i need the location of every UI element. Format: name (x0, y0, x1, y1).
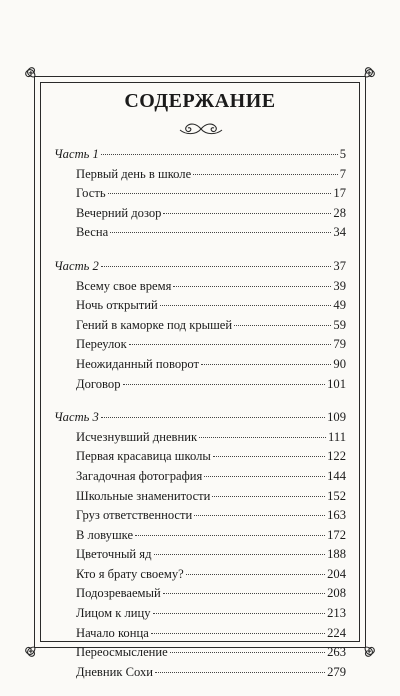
toc-part-entry[interactable] (54, 257, 346, 277)
page-number: 90 (333, 356, 346, 371)
chapter-title: Школьные знаменитости (76, 488, 211, 503)
chapter-title: Вечерний дозор (76, 205, 162, 220)
chapter-title: Первая красавица школы (76, 449, 211, 464)
dot-leader (199, 437, 326, 438)
dot-leader (154, 554, 326, 555)
toc-chapter-entry[interactable] (54, 223, 346, 243)
toc-chapter-entry[interactable] (54, 584, 346, 604)
page-number: 101 (327, 376, 346, 391)
toc-chapter-entry[interactable] (54, 545, 346, 565)
dot-leader (108, 193, 332, 194)
toc-chapter-entry[interactable] (54, 624, 346, 644)
page-number: 152 (327, 488, 346, 503)
chapter-title: Ночь открытий (76, 298, 158, 313)
chapter-title: Лицом к лицу (76, 606, 151, 621)
chapter-title: Всему свое время (76, 278, 172, 293)
page-number: 39 (333, 278, 346, 293)
page-number: 109 (327, 410, 346, 425)
toc-chapter-entry[interactable] (54, 316, 346, 336)
page-number: 49 (333, 298, 346, 313)
dot-leader (153, 613, 326, 614)
chapter-title: Переулок (76, 337, 127, 352)
dot-leader (170, 652, 325, 653)
page-number: 7 (339, 166, 346, 181)
chapter-title: Первый день в школе (76, 166, 192, 181)
dot-leader (160, 305, 332, 306)
toc-chapter-entry[interactable] (54, 335, 346, 355)
chapter-title: Цветочный яд (76, 547, 152, 562)
dot-leader (193, 174, 338, 175)
page-number: 144 (327, 468, 346, 483)
toc-chapter-entry[interactable] (54, 184, 346, 204)
page-title: СОДЕРЖАНИЕ (124, 90, 276, 112)
flourish-ornament-icon (178, 121, 224, 137)
chapter-title: Неожиданный поворот (76, 356, 200, 371)
toc-part-2 (54, 257, 346, 394)
corner-ornament-icon (24, 66, 46, 88)
dot-leader (212, 496, 325, 497)
corner-ornament-icon (354, 636, 376, 658)
page-number: 263 (327, 645, 346, 660)
dot-leader (101, 154, 338, 155)
page-number: 204 (327, 566, 346, 581)
part-title: Часть 3 (54, 410, 99, 425)
page-number: 111 (328, 429, 346, 444)
page-number: 224 (327, 625, 346, 640)
chapter-title: Переосмысление (76, 645, 168, 660)
page-number: 34 (333, 225, 346, 240)
chapter-title: Загадочная фотография (76, 468, 203, 483)
toc-chapter-entry[interactable] (54, 355, 346, 375)
chapter-title: Груз ответственности (76, 508, 193, 523)
dot-leader (194, 515, 325, 516)
dot-leader (201, 364, 331, 365)
dot-leader (135, 535, 325, 536)
toc-chapter-entry[interactable] (54, 447, 346, 467)
toc-chapter-entry[interactable] (54, 487, 346, 507)
dot-leader (110, 232, 331, 233)
toc-chapter-entry[interactable] (54, 643, 346, 663)
page-number: 163 (327, 508, 346, 523)
part-title: Часть 1 (54, 147, 99, 161)
dot-leader (186, 574, 325, 575)
chapter-title: Весна (76, 225, 109, 240)
toc-chapter-entry[interactable] (54, 526, 346, 546)
page-number: 279 (327, 664, 346, 679)
dot-leader (151, 633, 325, 634)
toc-chapter-entry[interactable] (54, 565, 346, 585)
toc-chapter-entry[interactable] (54, 604, 346, 624)
toc-part-entry[interactable] (54, 408, 346, 428)
toc-chapter-entry[interactable] (54, 375, 346, 395)
page-number: 59 (333, 317, 346, 332)
chapter-title: Дневник Сохи (76, 664, 154, 679)
toc-part-1 (54, 145, 346, 243)
chapter-title: Договор (76, 376, 121, 391)
dot-leader (234, 325, 331, 326)
toc-chapter-entry[interactable] (54, 506, 346, 526)
dot-leader (204, 476, 325, 477)
page-number: 172 (327, 527, 346, 542)
page-number: 5 (339, 147, 346, 161)
dot-leader (163, 593, 325, 594)
dot-leader (101, 266, 332, 267)
page-number: 208 (327, 586, 346, 601)
page-number: 122 (327, 449, 346, 464)
corner-ornament-icon (354, 66, 376, 88)
chapter-title: В ловушке (76, 527, 134, 542)
toc-chapter-entry[interactable] (54, 467, 346, 487)
page-number: 188 (327, 547, 346, 562)
dot-leader (173, 286, 331, 287)
part-title: Часть 2 (54, 258, 99, 273)
toc-chapter-entry[interactable] (54, 296, 346, 316)
page-number: 28 (333, 205, 346, 220)
page-number: 17 (333, 186, 346, 201)
dot-leader (129, 344, 332, 345)
dot-leader (163, 213, 331, 214)
corner-ornament-icon (24, 636, 46, 658)
page-number: 37 (333, 258, 346, 273)
dot-leader (101, 417, 325, 418)
chapter-title: Кто я брату своему? (76, 566, 184, 581)
toc-chapter-entry[interactable] (54, 277, 346, 297)
toc-part-3 (54, 408, 346, 682)
toc-chapter-entry[interactable] (54, 204, 346, 224)
toc-chapter-entry[interactable] (54, 165, 346, 185)
toc-part-entry[interactable] (54, 145, 346, 165)
toc-chapter-entry[interactable] (54, 428, 346, 448)
chapter-title: Исчезнувший дневник (76, 429, 198, 444)
chapter-title: Гений в каморке под крышей (76, 317, 233, 332)
table-of-contents (54, 145, 346, 696)
dot-leader (213, 456, 325, 457)
page-number: 213 (327, 606, 346, 621)
page-number: 79 (333, 337, 346, 352)
dot-leader (123, 384, 326, 385)
chapter-title: Начало конца (76, 625, 149, 640)
chapter-title: Гость (76, 186, 106, 201)
chapter-title: Подозреваемый (76, 586, 161, 601)
